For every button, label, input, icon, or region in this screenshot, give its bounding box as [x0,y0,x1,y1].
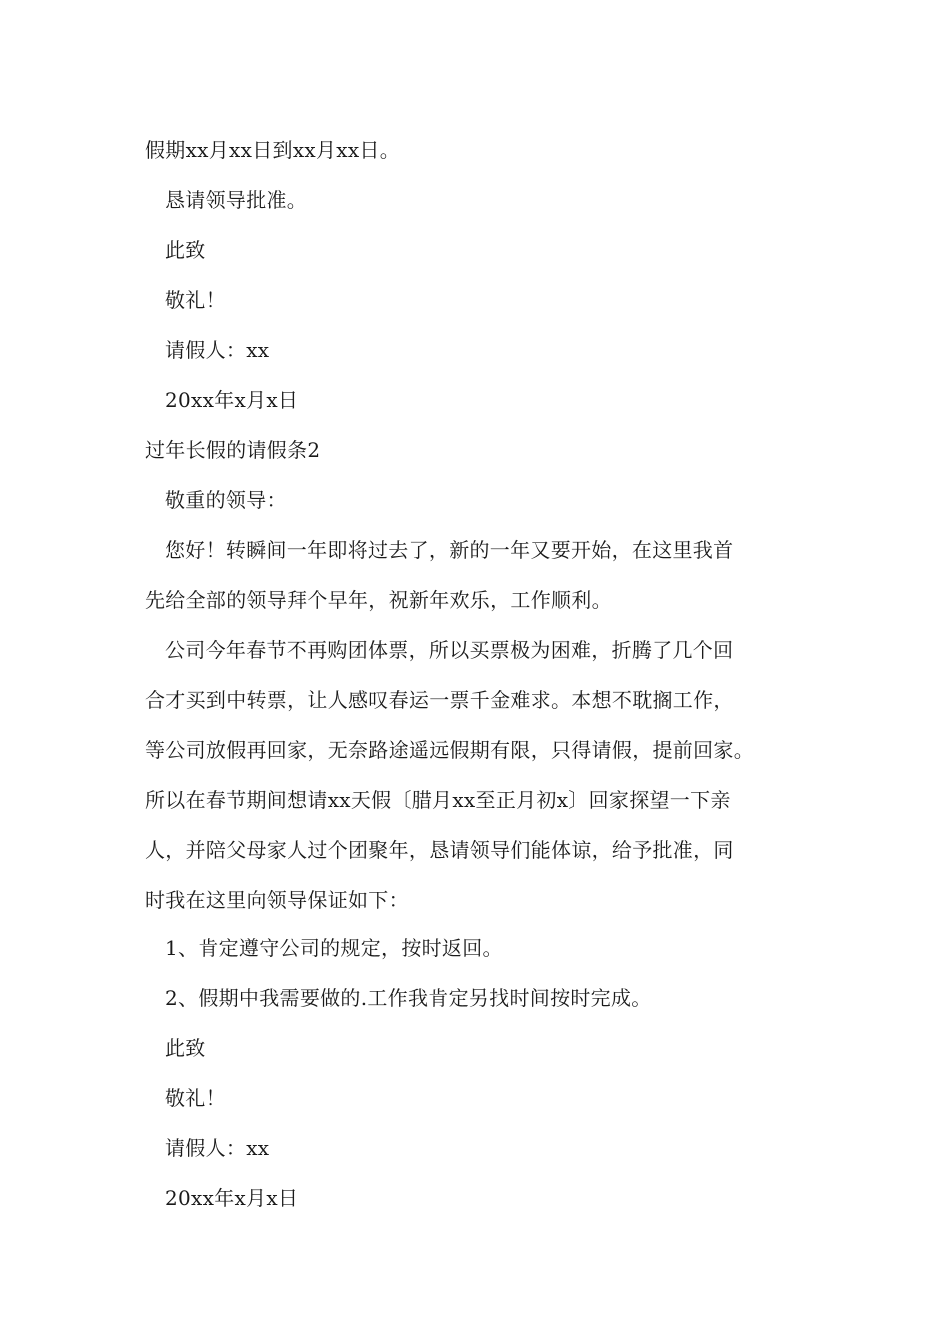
date-line: 20xx年x月x日 [165,1186,299,1210]
closing-salutation: 此致 [165,238,206,262]
pledge-item-2: 2、假期中我需要做的.工作我肯定另找时间按时完成。 [165,986,652,1010]
body-paragraph-line: 先给全部的领导拜个早年，祝新年欢乐，工作顺利。 [145,588,612,612]
closing-respect: 敬礼！ [165,288,226,312]
body-paragraph-line: 所以在春节期间想请xx天假〔腊月xx至正月初x〕回家探望一下亲 [145,788,731,812]
closing-salutation: 此致 [165,1036,206,1060]
closing-respect: 敬礼！ [165,1086,226,1110]
applicant-line: 请假人：xx [165,1136,270,1160]
body-paragraph-line: 等公司放假再回家，无奈路途遥远假期有限，只得请假，提前回家。 [145,738,754,762]
pledge-item-1: 1、肯定遵守公司的规定，按时返回。 [165,936,503,960]
request-approval-line: 恳请领导批准。 [165,188,308,212]
body-paragraph-line: 您好！转瞬间一年即将过去了，新的一年又要开始，在这里我首 [165,538,734,562]
section-title: 过年长假的请假条2 [145,438,321,462]
applicant-line: 请假人：xx [165,338,270,362]
leave-period-line: 假期xx月xx日到xx月xx日。 [145,138,401,162]
body-paragraph-line: 人，并陪父母家人过个团聚年，恳请领导们能体谅，给予批准，同 [145,838,734,862]
body-paragraph-line: 公司今年春节不再购团体票，所以买票极为困难，折腾了几个回 [165,638,734,662]
body-paragraph-line: 时我在这里向领导保证如下： [145,888,409,912]
body-paragraph-line: 合才买到中转票，让人感叹春运一票千金难求。本想不耽搁工作， [145,688,734,712]
date-line: 20xx年x月x日 [165,388,299,412]
greeting-line: 敬重的领导： [165,488,287,512]
